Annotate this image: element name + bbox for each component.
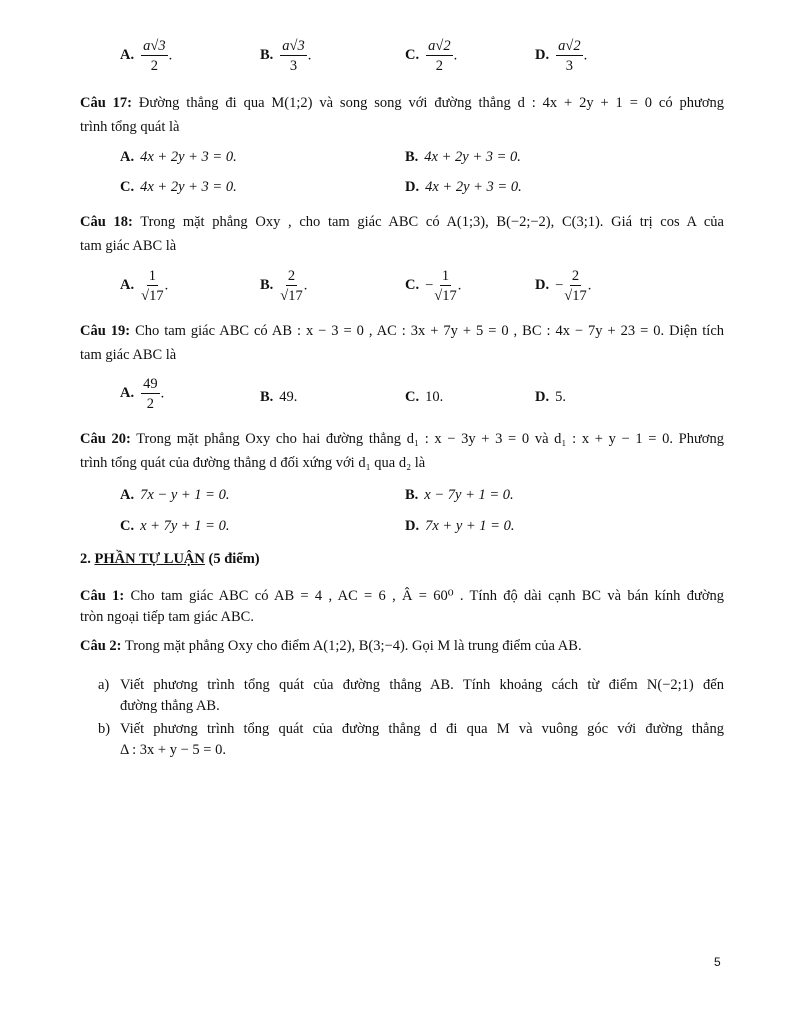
q20-stem-line2: trình tổng quát của đường thẳng d đối xứng với d₁ qua d₂ là	[80, 455, 426, 471]
q17-stem-line2: trình tổng quát là	[80, 119, 180, 135]
q18-option-d: D. − $\frac{2}{√17}$ .	[535, 268, 592, 304]
q20-option-a: A. 7x − y + 1 = 0.	[120, 487, 230, 503]
fraction: $\frac{2}{√17}$	[564, 268, 587, 304]
fraction: $\frac{a√3}{2}$	[143, 38, 166, 74]
q16-option-d: D. $\frac{a√2}{3}$ .	[535, 38, 588, 74]
q20-option-d: D. 7x + y + 1 = 0.	[405, 518, 515, 534]
essay2-line1: Câu 2: Trong mặt phẳng Oxy cho điểm A(1;2), B(3;−4). Gọi M là trung điểm của AB.	[80, 638, 582, 654]
fraction: $\frac{a√3}{3}$	[282, 38, 305, 74]
q18-option-a: A. $\frac{1}{√17}$ .	[120, 268, 169, 304]
q20-option-c: C. x + 7y + 1 = 0.	[120, 518, 230, 534]
q19-option-a: A. $\frac{49}{2}$ .	[120, 376, 165, 412]
fraction: $\frac{1}{√17}$	[434, 268, 457, 304]
q20-stem-line1: Câu 20: Trong mặt phẳng Oxy cho hai đường thẳng d₁ : x − 3y + 3 = 0 và d₁ : x + y − 1 = 0. Phương	[80, 431, 724, 447]
fraction: $\frac{2}{√17}$	[280, 268, 303, 304]
section-heading: 2. PHẦN TỰ LUẬN (5 điểm)	[80, 551, 260, 567]
page-number: 5	[714, 955, 721, 969]
q19-option-b: B. 49.	[260, 389, 298, 405]
q19-option-d: D. 5.	[535, 389, 566, 405]
essay2-part-a-line1: Viết phương trình tổng quát của đường thẳng AB. Tính khoảng cách từ điểm N(−2;1) đến	[120, 677, 724, 693]
q19-stem-line1: Câu 19: Cho tam giác ABC có AB : x − 3 = 0 , AC : 3x + 7y + 5 = 0 , BC : 4x − 7y + 23 = 0. Diện tích	[80, 323, 725, 339]
q19-stem-line2: tam giác ABC là	[80, 347, 177, 363]
q20-option-b: B. x − 7y + 1 = 0.	[405, 487, 514, 503]
q17-option-b: B. 4x + 2y + 3 = 0.	[405, 149, 521, 165]
essay2-part-b-line1: Viết phương trình tổng quát của đường thẳng d đi qua M và vuông góc với đường thẳng	[120, 721, 724, 737]
essay2-part-b-label: b)	[98, 721, 111, 737]
essay2-part-a-line2: đường thẳng AB.	[120, 698, 220, 714]
q17-option-d: D. 4x + 2y + 3 = 0.	[405, 179, 522, 195]
q18-stem-line1: Câu 18: Trong mặt phẳng Oxy , cho tam giác ABC có A(1;3), B(−2;−2), C(3;1). Giá trị cos A của	[80, 214, 724, 230]
essay1-line2: tròn ngoại tiếp tam giác ABC.	[80, 609, 254, 625]
q17-option-c: C. 4x + 2y + 3 = 0.	[120, 179, 237, 195]
q16-option-c: C. $\frac{a√2}{2}$ .	[405, 38, 458, 74]
essay2-part-b-line2: Δ : 3x + y − 5 = 0.	[120, 742, 226, 758]
q19-option-c: C. 10.	[405, 389, 444, 405]
essay1-line1: Câu 1: Cho tam giác ABC có AB = 4 , AC = 6 , Â = 60⁰ . Tính độ dài cạnh BC và bán kính đường	[80, 588, 724, 604]
essay2-part-a-label: a)	[98, 677, 110, 693]
fraction: $\frac{1}{√17}$	[141, 268, 164, 304]
q16-option-a: A. $\frac{a√3}{2}$ .	[120, 38, 173, 74]
q18-option-c: C. − $\frac{1}{√17}$ .	[405, 268, 462, 304]
q17-stem-line1: Câu 17: Đường thẳng đi qua M(1;2) và song song với đường thẳng d : 4x + 2y + 1 = 0 có phương	[80, 95, 725, 111]
q16-option-b: B. $\frac{a√3}{3}$ .	[260, 38, 312, 74]
fraction: $\frac{a√2}{2}$	[428, 38, 451, 74]
fraction: $\frac{a√2}{3}$	[558, 38, 581, 74]
q18-stem-line2: tam giác ABC là	[80, 238, 177, 254]
fraction: $\frac{49}{2}$	[143, 376, 158, 412]
q18-option-b: B. $\frac{2}{√17}$ .	[260, 268, 308, 304]
q17-option-a: A. 4x + 2y + 3 = 0.	[120, 149, 237, 165]
